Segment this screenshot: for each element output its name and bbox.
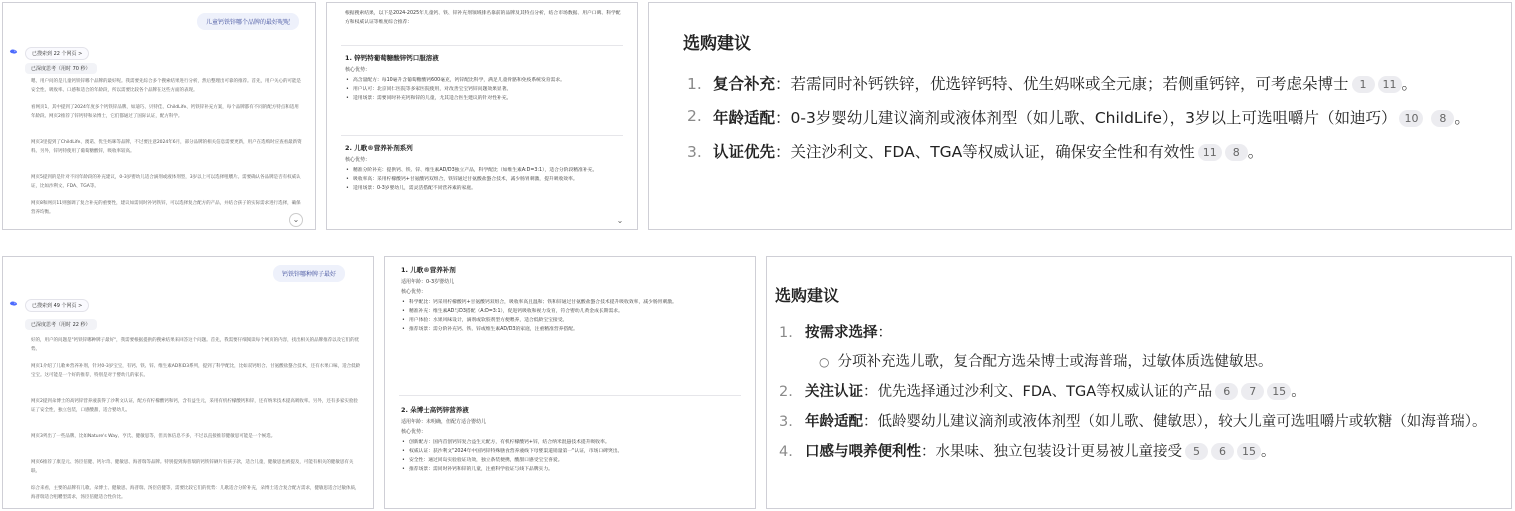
citation-badge[interactable]: 6	[1211, 443, 1234, 460]
item-text: ：	[877, 325, 892, 341]
item-number: 4.	[779, 444, 793, 460]
advice-subitem: ○ 分项补充选儿歌，复合配方选朵博士或海普瑞，过敏体质选健敏思。	[779, 347, 1499, 377]
item-number: 3.	[687, 143, 702, 161]
advice-item	[687, 103, 1487, 133]
section-label: 核心优势：	[401, 289, 427, 295]
reasoning-paragraph: 网页5提到的是针对不同年龄段的补充建议，0-3岁婴幼儿适合滴剂或液体剂型，3岁以上可以选择咀嚼片。需要确认各品牌是否有权威认证，比如沙利文、FDA、TGA等。	[31, 175, 301, 189]
brand-title: 1. 锌钙特葡萄糖酸锌钙口服溶液	[345, 54, 439, 62]
citation-badge[interactable]: 8	[1431, 110, 1454, 127]
citation-badge[interactable]: 1	[1352, 76, 1375, 93]
reasoning-paragraph: 网页2提到朵博士的高钙锌营养液获得了沙利文认证，配方有柠檬酸钙和钙，含有益生元，采用有机柠檬酸钙和锌，还有纳米技术提高吸收率。另外，还有多家实验验证了安全性，独立包装，口感酸甜，适合婴幼儿。	[31, 399, 358, 413]
item-tail: 。	[1401, 75, 1418, 93]
whale-logo-icon	[9, 47, 18, 56]
bullet-item: • 精准补充：维生素AD与D3搭配（A:D=3:1），促进钙吸收和视力发育，符合婴幼儿黄金成长期需求。	[401, 307, 741, 316]
item-tail: 。	[1454, 109, 1470, 127]
reasoning-paragraph: 网页8和网页11则强调了复合补充的重要性，建议如需同时补钙铁锌，可以选择复合配方的产品，并结合孩子的实际需求进行选择，确保营养均衡。	[31, 201, 301, 215]
citation-badge[interactable]: 15	[1267, 383, 1291, 400]
item-text: ：若需同时补钙铁锌，优选锌钙特、优生妈咪或全元康；若侧重钙锌，可考虑朵博士	[775, 75, 1349, 93]
answer-detail-panel-top	[326, 2, 638, 230]
bullet-item: • 科学配比：钙采用柠檬酸钙+甘氨酸钙双组合，吸收率高且温和；铁和锌通过甘氨酸盐螯合技术提升吸收效率，减少肠胃刺激。	[401, 298, 741, 307]
item-heading: 复合补充	[713, 75, 776, 93]
citation-badge[interactable]: 8	[1225, 144, 1248, 161]
user-query-bubble: 钙铁锌哪种牌子最好	[273, 265, 345, 282]
bullet-item: • 用户认可：北京同仁医院等多家医院使用，对改善宝宝钙锌问题效果显著。	[345, 85, 623, 94]
bullet-item: • 适用场景：0-3岁婴幼儿，需灵活搭配不同营养素的家庭。	[345, 184, 623, 193]
item-heading: 年龄适配	[713, 109, 776, 127]
bullet-list	[345, 166, 623, 193]
item-heading: 关注认证	[805, 384, 863, 400]
section-label: 核心优势：	[345, 157, 371, 163]
advice-item	[779, 407, 1499, 437]
bullet-item: • 高含量配方：每10毫升含葡萄糖酸钙600毫克，钙锌配比科学，满足儿童骨骼和免疫系统发育需求。	[345, 76, 623, 85]
brand-title: 1. 儿歌®营养补剂	[401, 266, 456, 274]
reasoning-paragraph: 嗯，用户问的是儿童钙铁锌哪个品牌的最好呢。我需要先综合多个搜索结果进行分析，然后整理出可靠的推荐。首先，用户关心的可能是安全性、吸收率、口感和适合的年龄段，所以需要比较各个品牌在这些方面的表现。	[31, 79, 301, 93]
item-tail: 。	[1261, 444, 1276, 460]
section-meta: 适用年龄：0-3岁婴幼儿	[401, 279, 455, 285]
item-number: 3.	[779, 414, 793, 430]
brand-section	[345, 143, 623, 193]
brand-title: 2. 儿歌®营养补剂系列	[345, 144, 413, 152]
reasoning-paragraph: 网页3列出了一些品牌，比如Nature's Way、亨氏、健敏思等，但具体信息不多，不过以直接推荐健敏思可能是一个候选。	[31, 434, 276, 439]
item-heading: 按需求选择	[805, 325, 878, 341]
bullet-list	[401, 298, 741, 334]
item-heading: 口感与喂养便利性	[805, 444, 921, 460]
item-text: ：低龄婴幼儿建议滴剂或液体剂型（如儿歌、健敏思），较大儿童可选咀嚼片或软糖（如海普瑞）	[863, 414, 1472, 430]
citation-badge[interactable]: 6	[1215, 383, 1238, 400]
brand-title: 2. 朵博士高钙锌营养液	[401, 406, 469, 414]
advice-item	[779, 319, 1499, 347]
deep-think-chip[interactable]: 已深度思考（用时 70 秒）	[25, 63, 97, 74]
citation-badge[interactable]: 11	[1198, 144, 1222, 161]
advice-list	[687, 71, 1487, 165]
item-heading: 年龄适配	[805, 414, 863, 430]
answer-intro: 根据搜索结果，以下是2024-2025年儿童钙、铁、锌补充剂领域排名靠前的品牌及其特点分析，结合市场数据、用户口碑、科学配方和权威认证等维度综合推荐：	[345, 11, 621, 25]
item-tail: 。	[1472, 414, 1487, 430]
item-text: ：水果味、独立包装设计更易被儿童接受	[921, 444, 1182, 460]
search-results-chip[interactable]: 已搜索到 22 个网页 >	[25, 47, 89, 60]
divider	[399, 395, 741, 396]
advice-list	[779, 319, 1499, 467]
item-number: 2.	[687, 107, 702, 125]
section-meta: 适用年龄：未明确，但配方适合婴幼儿	[401, 419, 487, 425]
item-text: ：优先选择通过沙利文、FDA、TGA等权威认证的产品	[863, 384, 1213, 400]
search-results-chip[interactable]: 已搜索到 49 个网页 >	[25, 299, 89, 312]
whale-logo-icon	[9, 299, 18, 308]
item-number: 1.	[779, 325, 793, 341]
deep-think-chip[interactable]: 已深度思考（用时 22 秒）	[25, 319, 97, 330]
bullet-item: • 推荐场景：需同时补钙和锌的儿童，注重科学验证与线下品牌实力。	[401, 465, 741, 474]
bullet-item: • 创新配方：国内首创钙锌复合益生元配方，有机柠檬酸钙+锌，结合纳米混悬技术提升吸收率。	[401, 438, 741, 447]
user-query-bubble: 儿童钙铁锌哪个品牌的最好呢呢	[197, 13, 299, 30]
section-label: 核心优势：	[345, 67, 371, 73]
section-label: 核心优势：	[401, 429, 427, 435]
advice-item	[687, 71, 1487, 97]
reasoning-paragraph: 网页3里提到了ChildLife、澳诺、优生妈咪等品牌，不过要注意2024年6月，部分品牌的相关信息需要更新，用户在选购时应查看最新资料。另外，锌钙特使用了葡萄糖酸锌，吸收率较高。	[31, 140, 302, 154]
item-text: ：关注沙利文、FDA、TGA等权威认证，确保安全性和有效性	[775, 143, 1195, 161]
reasoning-paragraph: 网页1介绍了儿歌®营养补剂，针对0-3岁宝宝，有钙、铁、锌、维生素AD和D3系列，提到了科学配比，比如双钙组合、甘氨酸盐螯合技术，还有水果口味，适合低龄宝宝。这可能是一个好的推荐，特别是对于婴幼儿的家长。	[31, 364, 361, 378]
divider	[341, 135, 623, 136]
divider	[341, 45, 623, 46]
chat-panel-top	[2, 2, 316, 230]
reasoning-paragraph: 看网页1，其中提到了2024年度多个钙铁锌品牌，如迪巧、贝特佳、ChildLife、钙铁锌补充方案，每个品牌都有不同的配方特点和适用年龄段。网页2推荐了锌钙特和朵博士，它们都通过了国际认证，配方科学。	[31, 105, 299, 119]
citation-badge[interactable]: 15	[1237, 443, 1261, 460]
bullet-item: • 用户体验：水果风味设计，滴剂或软胶剂型方便喂养，适合低龄宝宝接受。	[401, 316, 741, 325]
chat-panel-bottom	[2, 256, 374, 509]
bullet-list	[401, 438, 741, 474]
brand-section	[401, 405, 741, 474]
brand-section	[401, 265, 741, 334]
item-heading: 认证优先	[713, 143, 776, 161]
bullet-item: • 权威认证：获沙利文"2024年中国钙锌特殊膳食营养液线下母婴渠道销量第一"认证，市场口碑突出。	[401, 447, 741, 456]
bullet-item: • 适用场景：需要同时补充钙和锌的儿童，尤其适合医生建议的针对性补充。	[345, 94, 623, 103]
answer-detail-panel-bottom	[384, 256, 756, 509]
advice-item	[779, 377, 1499, 407]
bullet-item: • 精准分阶补充：提供钙、铁、锌、维生素AD/D3独立产品，科学配比（如维生素A:D=3:1），适合分阶段精准补充。	[345, 166, 623, 175]
advice-panel-bottom	[766, 256, 1512, 509]
item-number: 1.	[687, 75, 702, 93]
bullet-list	[345, 76, 623, 103]
advice-panel-top	[648, 2, 1512, 230]
advice-title: 选购建议	[775, 286, 840, 305]
advice-item	[687, 139, 1487, 165]
brand-section	[345, 53, 623, 103]
citation-badge[interactable]: 11	[1378, 76, 1402, 93]
bullet-item: • 推荐场景：需分阶补充钙、铁、锌或维生素AD/D3的家庭，注重精准营养搭配。	[401, 325, 741, 334]
citation-badge[interactable]: 5	[1185, 443, 1208, 460]
item-tail: 。	[1291, 384, 1306, 400]
chevron-down-icon[interactable]: ⌄	[613, 215, 627, 229]
citation-badge[interactable]: 10	[1399, 110, 1423, 127]
chevron-down-icon[interactable]: ⌄	[289, 213, 303, 227]
item-number: 2.	[779, 384, 793, 400]
reasoning-paragraph: 综合来看，主要的品牌有儿歌、朵博士、健敏思、海普瑞、汤臣倍健等，需要比较它们的优势：儿歌适合分阶补充，朵博士适合复合配方需求，健敏思适合过敏体质，海普瑞适合咀嚼型需求，汤臣倍健适合性价比。	[31, 486, 360, 500]
advice-item	[779, 437, 1499, 467]
item-text: ：0-3岁婴幼儿建议滴剂或液体剂型（如儿歌、ChildLife），3岁以上可选咀嚼片（如迪巧）	[775, 109, 1397, 127]
reasoning-paragraph: 网页6推荐了康是元、汤臣倍健、钙尔奇、健敏思、海普瑞等品牌。特别提到海普瑞的钙铁锌硒片有孩子款，适合儿童，健敏思也被提及，可能有相关的健敏思有关联。	[31, 460, 354, 474]
bullet-item: • 吸收率高：采用柠檬酸钙+甘氨酸钙双组合，铁锌通过甘氨酸盐螯合技术，减少肠胃刺激，提升吸收效率。	[345, 175, 623, 184]
citation-badge[interactable]: 7	[1241, 383, 1264, 400]
reasoning-paragraph: 好的，用户的问题是"钙铁锌哪种牌子最好"，我需要根据提供的搜索结果来回答这个问题。首先，我需要仔细阅读每个网页的内容，找出相关的品牌推荐以及它们的优势。	[31, 338, 360, 352]
advice-title: 选购建议	[683, 34, 751, 54]
bullet-item: • 安全性：通过同岛实验验证功效，独立条装便携，酸甜口感受宝宝喜爱。	[401, 456, 741, 465]
item-tail: 。	[1247, 143, 1264, 161]
